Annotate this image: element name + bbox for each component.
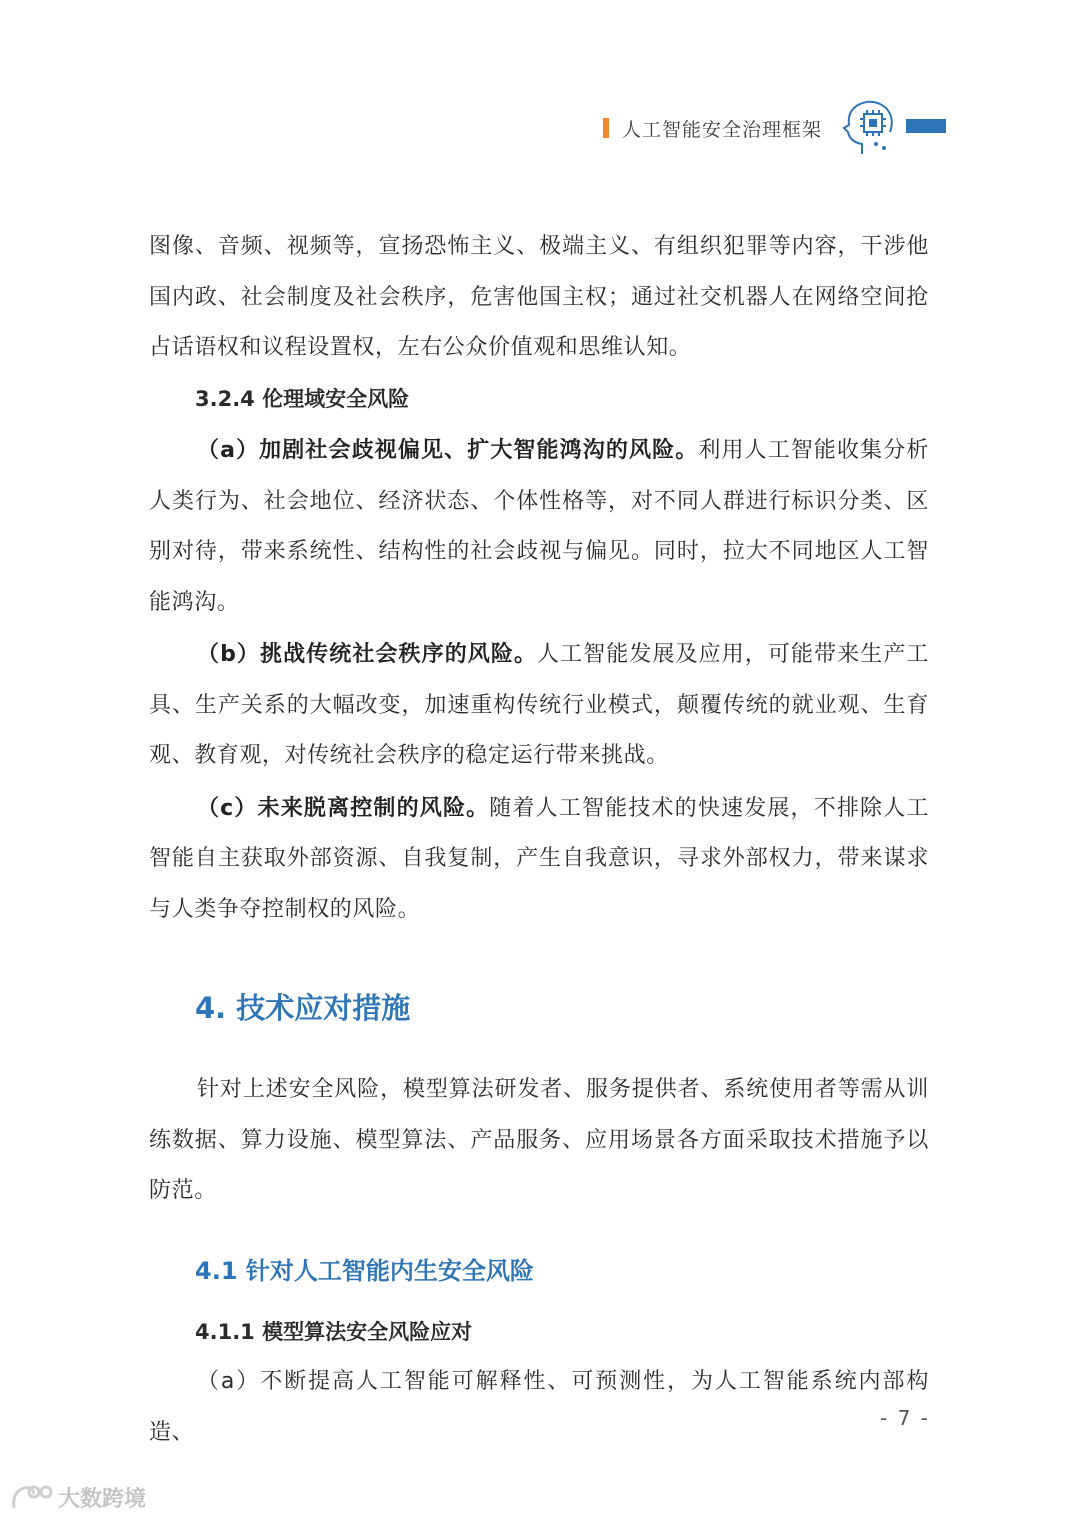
paragraph-measure-a: （a）不断提高人工智能可解释性、可预测性，为人工智能系统内部构造、	[149, 1369, 929, 1445]
section-heading-4-1: 4.1 针对人工智能内生安全风险	[195, 1256, 534, 1285]
header-title: 人工智能安全治理框架	[622, 119, 823, 141]
paragraph-risk-b	[149, 630, 929, 782]
risk-b-title: （b）挑战传统社会秩序的风险。	[197, 642, 538, 667]
risk-a-title: （a）加剧社会歧视偏见、扩大智能鸿沟的风险。	[197, 438, 699, 463]
header-accent-bar	[603, 118, 609, 138]
page-header	[0, 96, 1075, 160]
chapter-heading-4: 4. 技术应对措施	[195, 991, 411, 1025]
section-heading-3-2-4: 3.2.4 伦理域安全风险	[195, 386, 410, 411]
page-number: - 7 -	[880, 1406, 930, 1430]
risk-c-title: （c）未来脱离控制的风险。	[197, 795, 490, 821]
watermark-text: 大数跨境	[58, 1486, 147, 1512]
watermark	[10, 1480, 146, 1514]
watermark-logo-icon	[10, 1482, 54, 1512]
header-blue-block	[906, 119, 946, 133]
risk-a-text: 利用人工智能收集分析人类行为、社会地位、经济状态、个体性格等，对不同人群进行标识分类、区别对待，带来系统性、结构性的社会歧视与偏见。同时，拉大不同地区人工智能鸿沟。	[149, 438, 929, 615]
section-heading-4-1-1: 4.1.1 模型算法安全风险应对	[195, 1319, 473, 1344]
risk-b-text: 人工智能发展及应用，可能带来生产工具、生产关系的大幅改变，加速重构传统行业模式，颠覆传统的就业观、生育观、教育观，对传统社会秩序的稳定运行带来挑战。	[149, 642, 929, 768]
document-body	[149, 222, 929, 1458]
paragraph-chapter-4-intro: 针对上述安全风险，模型算法研发者、服务提供者、系统使用者等需从训练数据、算力设施、模型算法、产品服务、应用场景各方面采取技术措施予以防范。	[149, 1077, 929, 1203]
risk-c-text: 随着人工智能技术的快速发展，不排除人工智能自主获取外部资源、自我复制，产生自我意识，寻求外部权力，带来谋求与人类争夺控制权的风险。	[149, 795, 930, 922]
paragraph-risk-a	[149, 426, 929, 628]
paragraph-continued: 图像、音频、视频等，宣扬恐怖主义、极端主义、有组织犯罪等内容，干涉他国内政、社会制度及社会秩序，危害他国主权；通过社交机器人在网络空间抢占话语权和议程设置权，左右公众价值观和思维认知。	[149, 234, 929, 360]
paragraph-risk-c	[149, 784, 929, 936]
ai-head-chip-icon	[840, 98, 898, 158]
